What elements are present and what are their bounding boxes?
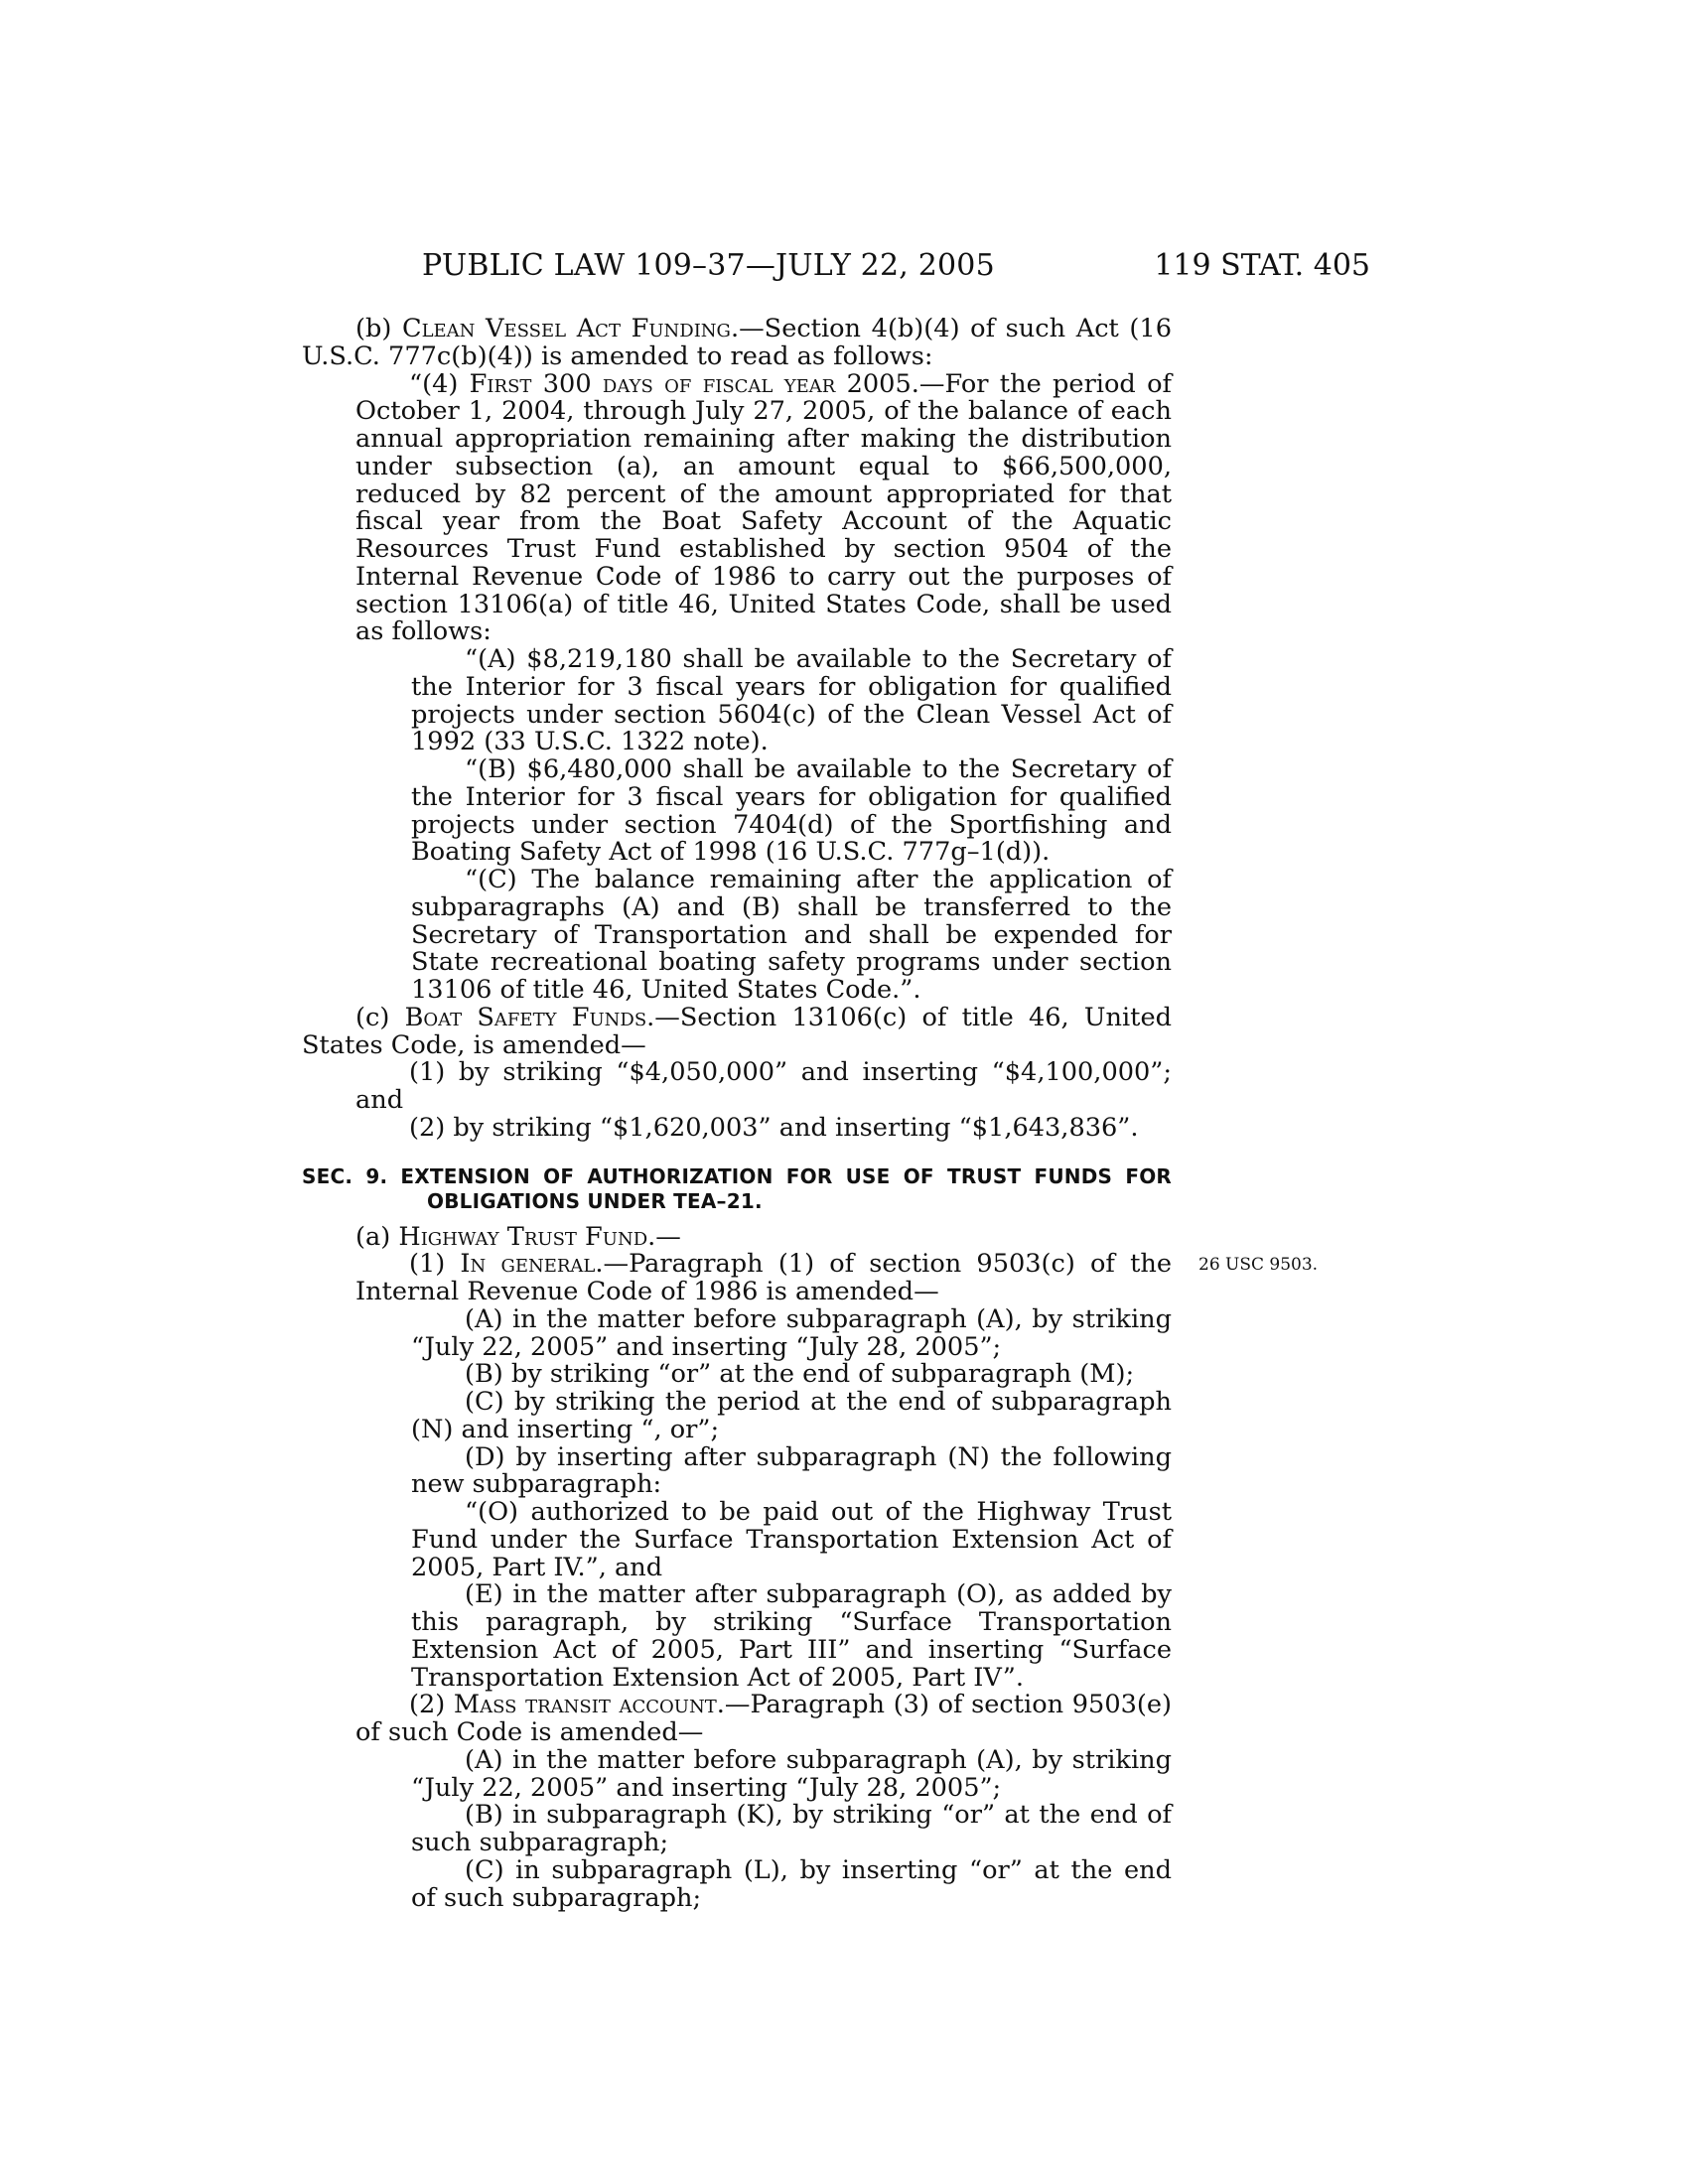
paragraph-a2-label: (2) [409,1690,454,1720]
margin-citation: 26 USC 9503. [1198,1255,1319,1275]
running-head-page-number: 119 STAT. 405 [1154,248,1370,283]
subsection-c [302,1002,1172,1060]
paragraph-a1-text: .—Paragraph (1) of section 9503(c) of the Internal Revenue Code of 1986 is amended— [355,1249,1172,1306]
subsection-b [302,316,1172,371]
subparagraph-a1e: (E) in the matter after subparagraph (O), as added by this paragraph, by striking “Surface Transportation Extension Act of 2005, Part III” and inserting “Surface Transportation Extension Act of 2005, Part IV”. [411,1579,1172,1693]
page-header [298,248,1370,288]
subparagraph-4b: “(B) $6,480,000 shall be available to the Secretary of the Interior for 3 fiscal years for obligation for qualified projects under section 7404(d) of the Sportfishing and Boating Safety Act of 1998 (16 U.S.C. 777g–1(d)). [411,754,1172,868]
section-9-heading: SEC. 9. EXTENSION OF AUTHORIZATION FOR USE OF TRUST FUNDS FOR OBLIGATIONS UNDER TEA–21. [302,1163,1172,1213]
subparagraph-a1o: “(O) authorized to be paid out of the Highway Trust Fund under the Surface Transportation Extension Act of 2005, Part IV.”, and [411,1497,1172,1582]
subparagraph-a1c: (C) by striking the period at the end of subparagraph (N) and inserting “, or”; [411,1387,1172,1444]
subsection-b-text: .—Section 4(b)(4) of such Act (16 U.S.C. 777c(b)(4)) is amended to read as follows: [302,314,1172,371]
subsection-c-heading: Boat Safety Funds [404,1002,647,1032]
subsection-b-label: (b) [355,314,402,343]
paragraph-4 [302,368,1172,647]
subsection-b-heading: Clean Vessel Act Funding [401,314,731,343]
subsection-c-text: .—Section 13106(c) of title 46, United States Code, is amended— [302,1002,1172,1060]
paragraph-a2-heading: Mass transit account [453,1690,717,1720]
subparagraph-a1b: (B) by striking “or” at the end of subparagraph (M); [465,1359,1135,1390]
running-head-title: PUBLIC LAW 109–37—JULY 22, 2005 [422,248,995,283]
paragraph-a1-heading: In general [460,1249,596,1280]
subparagraph-a2b: (B) in subparagraph (K), by striking “or” at the end of such subparagraph; [411,1800,1172,1857]
subsection-c-label: (c) [355,1002,405,1032]
subsection-a [302,1221,1172,1252]
paragraph-a2 [302,1692,1172,1747]
subparagraph-a2c: (C) in subparagraph (L), by inserting “or” at the end of such subparagraph; [411,1854,1172,1913]
document-body [302,316,1172,1912]
paragraph-c2: (2) by striking “$1,620,003” and inserting “$1,643,836”. [409,1112,1139,1143]
subsection-a-label: (a) [355,1221,399,1252]
subsection-a-text: .— [647,1221,681,1252]
paragraph-a1-label: (1) [409,1249,461,1280]
subparagraph-4a: “(A) $8,219,180 shall be available to the Secretary of the Interior for 3 fiscal years for obligation for qualified projects under section 5604(c) of the Clean Vessel Act of 1992 (33 U.S.C. 1322 note). [411,644,1172,757]
paragraph-a1 [302,1251,1172,1306]
paragraph-a2-text: .—Paragraph (3) of section 9503(e) of such Code is amended— [355,1690,1173,1747]
paragraph-4-label: “(4) [409,368,470,399]
subparagraph-a1d: (D) by inserting after subparagraph (N) the following new subparagraph: [411,1441,1172,1500]
paragraph-4-text: .—For the period of October 1, 2004, through July 27, 2005, of the balance of each annual appropriation remaining after making the distribution under subsection (a), an amount equal to $66,500,000, reduced by 82 percent of the amount appropriated for that fiscal year from the Boat Safety Account of the Aquatic Resources Trust Fund established by section 9504 of the Internal Revenue Code of 1986 to carry out the purposes of section 13106(a) of title 46, United States Code, shall be used as follows: [355,368,1172,647]
paragraph-4-heading: First 300 days of fiscal year 2005 [469,368,912,399]
paragraph-c1: (1) by striking “$4,050,000” and inserting “$4,100,000”; and [355,1057,1172,1115]
subsection-a-heading: Highway Trust Fund [398,1221,648,1252]
subparagraph-a1a: (A) in the matter before subparagraph (A), by striking “July 22, 2005” and inserting “July 28, 2005”; [411,1303,1172,1362]
subparagraph-a2a: (A) in the matter before subparagraph (A), by striking “July 22, 2005” and inserting “July 28, 2005”; [411,1744,1172,1803]
subparagraph-4c: “(C) The balance remaining after the application of subparagraphs (A) and (B) shall be transferred to the Secretary of Transportation and shall be expended for State recreational boating safety programs under section 13106 of title 46, United States Code.”. [411,865,1172,1005]
